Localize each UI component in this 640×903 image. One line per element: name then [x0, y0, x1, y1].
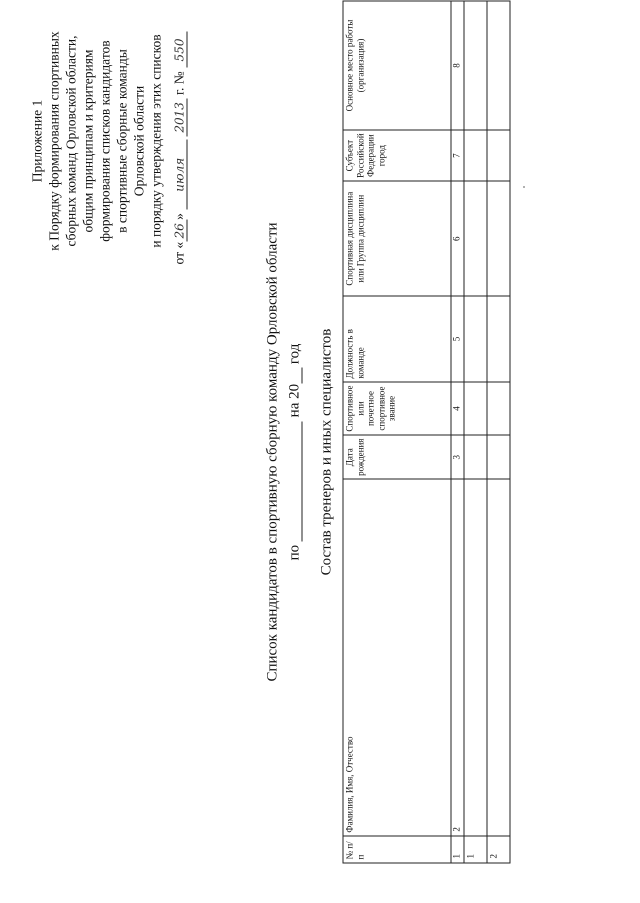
table-cell: [464, 381, 487, 434]
date-month: июля: [172, 139, 187, 209]
date-mid: »: [171, 212, 186, 220]
scan-speck: [523, 186, 525, 188]
appendix-line: формирования списков кандидатов: [97, 39, 112, 242]
column-number-row: [451, 1, 464, 863]
appendix-block: [28, 3, 187, 278]
header-birthdate: Дата рождения: [343, 435, 451, 479]
column-number: 7: [451, 129, 464, 180]
column-number: 8: [451, 1, 464, 130]
table-header-row: [343, 1, 451, 863]
table-cell: [464, 1, 487, 130]
appendix-line: и порядку утверждения этих списков: [148, 33, 163, 248]
header-position: Должность в команде: [343, 296, 451, 382]
sport-blank: [287, 421, 302, 541]
header-discipline: Спортивная дисциплина или Группа дисциплин: [343, 181, 451, 296]
header-num: № п/п: [343, 836, 451, 863]
title-line-1: Список кандидатов в спортивную сборную команду Орловской области: [264, 221, 280, 682]
header-workplace: Основное место работы (организация): [343, 1, 451, 130]
appendix-line: к Порядку формирования спортивных: [46, 30, 61, 251]
column-number: 5: [451, 296, 464, 382]
header-title: Спортивное или почетное спортивное звание: [343, 381, 451, 434]
doc-number: 550: [172, 31, 187, 67]
row-number: 2: [487, 836, 510, 863]
table-cell: [487, 1, 510, 130]
table-cell: [464, 181, 487, 296]
title-by: по: [286, 544, 302, 560]
table-row: [487, 1, 510, 863]
title-year-word: год: [286, 343, 302, 364]
table-cell: [487, 381, 510, 434]
appendix-line: общим принципам и критериям: [80, 49, 95, 232]
appendix-line: Приложение 1: [29, 99, 44, 182]
table-cell: [464, 296, 487, 382]
table-cell: [464, 435, 487, 479]
candidates-table: [342, 0, 510, 863]
header-name: Фамилия, Имя, Отчество: [343, 479, 451, 836]
table-row: [464, 1, 487, 863]
appendix-line: Орловской области: [131, 85, 146, 196]
section-subtitle: Состав тренеров и иных специалистов: [318, 328, 334, 575]
header-region: Субъект Российской Федерации город: [343, 129, 451, 180]
document-title: [262, 0, 304, 903]
column-number: 2: [451, 479, 464, 836]
column-number: 4: [451, 381, 464, 434]
title-line-2: [284, 0, 304, 903]
table-cell: [487, 435, 510, 479]
column-number: 1: [451, 836, 464, 863]
table-cell: [487, 129, 510, 180]
row-number: 1: [464, 836, 487, 863]
appendix-line: сборных команд Орловской области,: [63, 34, 78, 247]
date-year: 2013: [172, 98, 187, 136]
column-number: 6: [451, 181, 464, 296]
date-day: 26: [172, 219, 187, 241]
title-for-year: на 20: [286, 383, 302, 417]
date-prefix: от «: [171, 241, 186, 264]
column-number: 3: [451, 435, 464, 479]
date-suffix: г. №: [171, 70, 186, 98]
appendix-date: [170, 3, 187, 278]
table-cell: [464, 479, 487, 836]
year-blank: [287, 367, 302, 383]
appendix-line: в спортивные сборные команды: [114, 48, 129, 233]
table-cell: [464, 129, 487, 180]
table-cell: [487, 296, 510, 382]
table-cell: [487, 479, 510, 836]
table-cell: [487, 181, 510, 296]
